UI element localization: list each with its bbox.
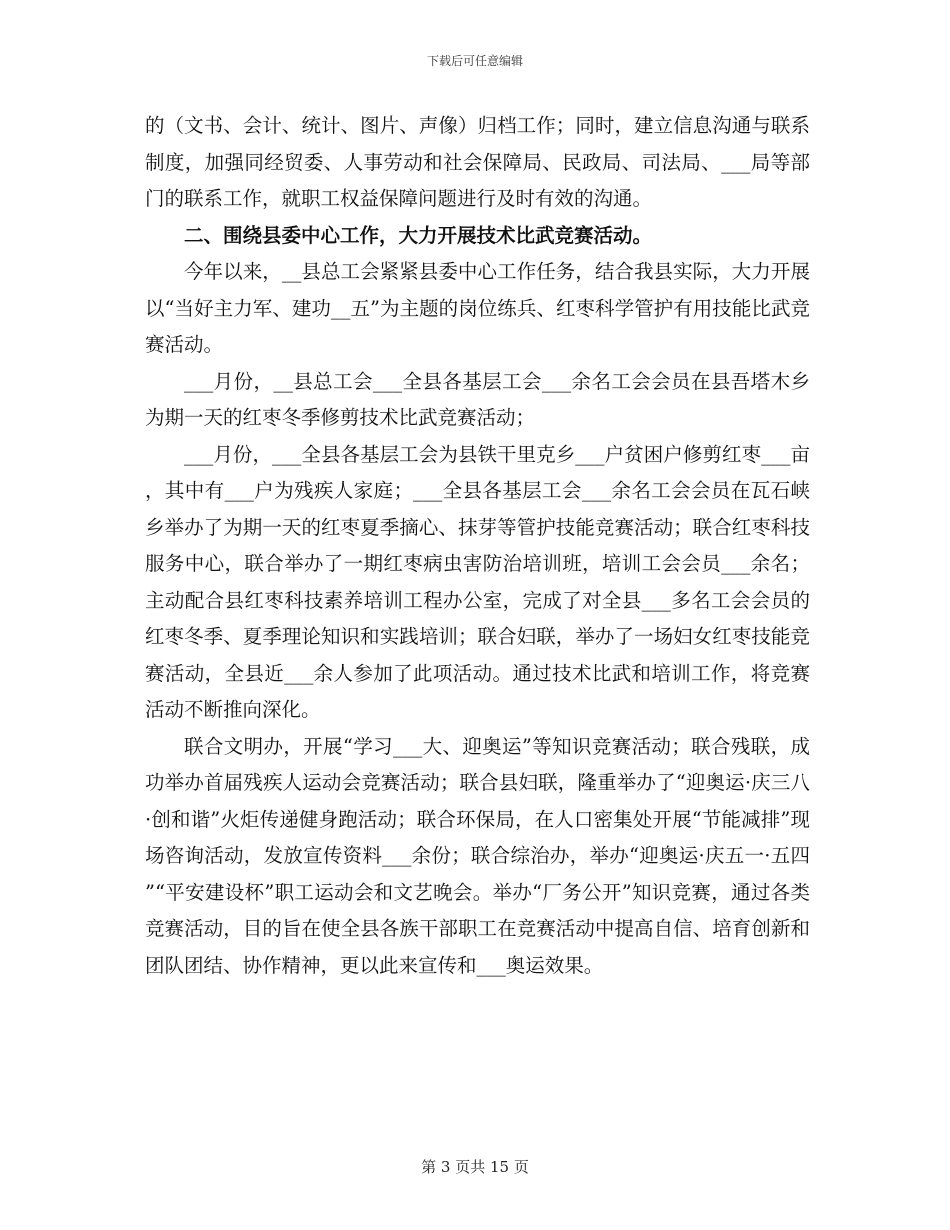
document-body xyxy=(145,108,810,984)
paragraph-archive-communication: 的（文书、会计、统计、图片、声像）归档工作；同时，建立信息沟通与联系制度，加强同经贸委、人事劳动和社会保障局、民政局、司法局、___局等部门的联系工作，就职工权益保障问题进行及时有效的沟通。 xyxy=(145,114,810,210)
section-heading: 二、围绕县委中心工作，大力开展技术比武竞赛活动。 xyxy=(184,223,653,247)
page-footer: 第 3 页共 15 页 xyxy=(421,1158,529,1176)
paragraph-training-activities: ___月份，___全县各基层工会为县铁干里克乡___户贫困户修剪红枣___亩，其中有___户为残疾人家庭；___全县各基层工会___余名工会会员在瓦石峡乡举办了为期一天的红枣夏季摘心、抹芽等管护技能竞赛活动；联合红枣科技服务中心，联合举办了一期红枣病虫害防治培训班，培训工会会员___余名；主动配合县红枣科技素养培训工程办公室，完成了对全县___多名工会会员的红枣冬季、夏季理论知识和实践培训；联合妇联，举办了一场妇女红枣技能竞赛活动，全县近___余人参加了此项活动。通过技术比武和培训工作，将竞赛活动不断推向深化。 xyxy=(145,442,810,721)
paragraph-intro-competition: 今年以来，__县总工会紧紧县委中心工作任务，结合我县实际，大力开展以“当好主力军、建功__五”为主题的岗位练兵、红枣科学管护有用技能比武竞赛活动。 xyxy=(145,260,810,356)
paragraph-joint-activities: 联合文明办，开展“学习___大、迎奥运”等知识竞赛活动；联合残联，成功举办首届残疾人运动会竞赛活动；联合县妇联，隆重举办了“迎奥运·庆三八·创和谐”火炬传递健身跑活动；联合环保局，在人口密集处开展“节能减排”现场咨询活动，发放宣传资料___余份；联合综治办，举办“迎奥运·庆五一·五四”“平安建设杯”职工运动会和文艺晚会。举办“厂务公开”知识竞赛，通过各类竞赛活动，目的旨在使全县各族干部职工在竞赛活动中提高自信、培育创新和团队团结、协作精神，更以此来宣传和___奥运效果。 xyxy=(145,734,810,977)
page-header: 下载后可任意编辑 xyxy=(426,54,523,68)
paragraph-winter-pruning: ___月份，__县总工会___全县各基层工会___余名工会会员在县吾塔木乡为期一天的红枣冬季修剪技术比武竞赛活动； xyxy=(145,369,810,429)
